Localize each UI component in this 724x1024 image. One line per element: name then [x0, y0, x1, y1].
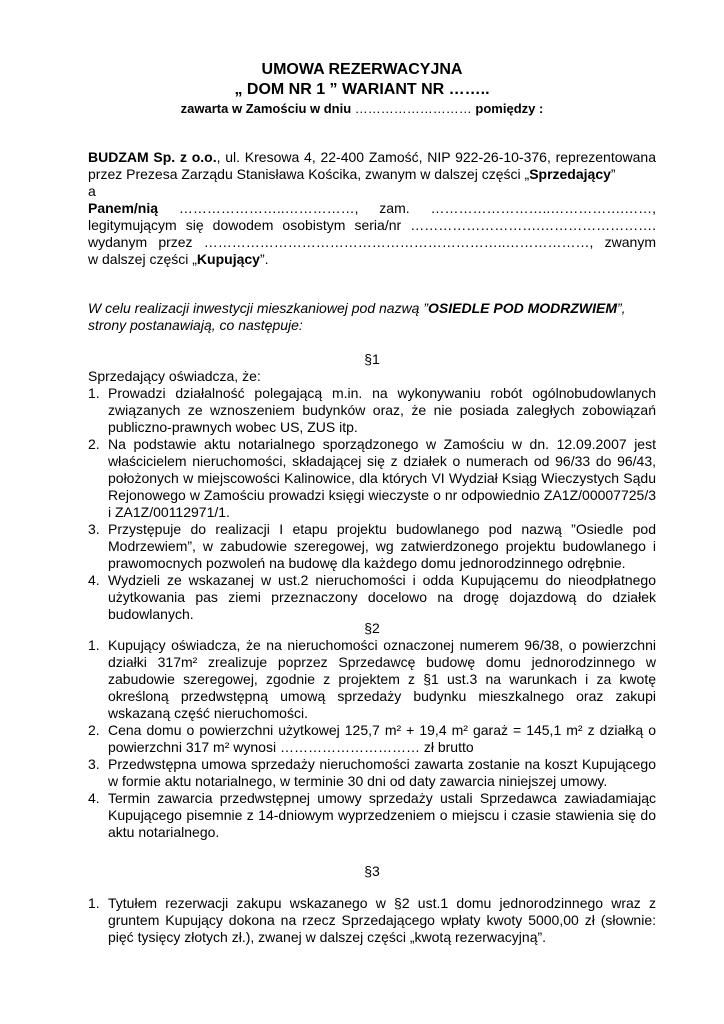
concluded-line	[0, 101, 724, 117]
list-item	[88, 637, 656, 722]
issued-suffix: zwanym	[604, 234, 656, 250]
preamble-line-1	[88, 300, 656, 317]
item-text: Cena domu o powierzchni użytkowej 125,7 m² + 19,4 m² garaż = 145,1 m² z działką o powierzchni 317 m² wynosi ………………………… zł brutto	[108, 722, 656, 755]
buyer-line	[88, 200, 656, 217]
issued-line	[88, 234, 656, 251]
section-1-intro: Sprzedający oświadcza, że:	[88, 368, 261, 384]
section-3	[88, 895, 656, 946]
buyer-label: Panem/nią	[88, 200, 159, 216]
section-2-list	[88, 637, 656, 841]
buyer-alias: Kupujący	[196, 251, 260, 267]
item-number: 1.	[88, 385, 100, 401]
investment-name: OSIEDLE POD MODRZWIEM	[428, 300, 618, 316]
id-line	[88, 217, 656, 234]
item-text: Kupujący oświadcza, że na nieruchomości oznaczonej numerem 96/38, o powierzchni działki 317m² zrealizuje poprzez Sprzedawcę budowę domu jednorodzinnego w zabudowie szeregowej, zgodnie z projektem z §1 ust.3 na warunkach i za kwotę określoną przedwstępną umową sprzedaży budynku mieszkalnego oraz zakupi wskazaną część nieruchomości.	[108, 637, 656, 721]
section-3-title: §3	[364, 863, 380, 879]
concluded-suffix: pomiędzy :	[475, 101, 544, 116]
issued-blank: ………………………………………………………..………………,	[203, 234, 594, 250]
item-text: Prowadzi działalność polegającą m.in. na wykonywaniu robót ogólnobudowlanych związanych ze wznoszeniem budynków oraz, że nie posiada zaległych zobowiązań publiczno-prawnych wobec US, ZUS itp.	[108, 385, 656, 435]
seller-paragraph	[88, 149, 656, 183]
item-number: 4.	[88, 572, 100, 588]
buyer-name-blank: …………………..……………,	[178, 200, 359, 216]
item-text: Na podstawie aktu notarialnego sporządzonego w Zamościu w dn. 12.09.2007 jest właścicielem nieruchomości, składającej się z działek o numerach od 96/33 do 96/43, położonych w miejscowości Kalinowice, dla których VI Wydział Ksiąg Wieczystych Sądu Rejonowego w Zamościu prowadzi księgi wieczyste o nr odpowiednio ZA1Z/00007725/3 i ZA1Z/00112971/1.	[108, 436, 656, 520]
id-blank: ……………………….…………………….	[410, 217, 656, 233]
section-1-title: §1	[364, 351, 380, 367]
document-subtitle: „ DOM NR 1 ” WARIANT NR ……..	[234, 81, 490, 98]
item-number: 2.	[88, 722, 100, 738]
document-title: UMOWA REZERWACYJNA	[261, 61, 463, 78]
buyer-alias-close: ”.	[259, 251, 269, 267]
id-text: legitymującym się dowodem osobistym seria/nr	[88, 217, 402, 233]
item-text: Tytułem rezerwacji zakupu wskazanego w §2 ust.1 domu jednorodzinnego wraz z gruntem Kupujący dokona na rzecz Sprzedającego wpłaty kwoty 5000,00 zł (słownie: pięć tysięcy złotych zł.), zwanej w dalszej części „kwotą rezerwacyjną”.	[108, 895, 656, 945]
and-text: a	[88, 183, 96, 199]
buyer-address-label: zam.	[379, 200, 410, 216]
item-number: 1.	[88, 637, 100, 653]
list-item	[88, 385, 656, 436]
buyer-alias-prefix: w dalszej części „	[88, 251, 197, 267]
section-3-list	[88, 895, 656, 946]
parties-block	[88, 149, 656, 268]
item-text: Przedwstępna umowa sprzedaży nieruchomości zawarta zostanie na koszt Kupującego w formie aktu notarialnego, w terminie 30 dni od daty zawarcia niniejszej umowy.	[108, 756, 656, 789]
item-text: Wydzieli ze wskazanej w ust.2 nieruchomości i odda Kupującemu do nieodpłatnego użytkowania pas ziemi przeznaczony docelowo na drogę dojazdową do działek budowlanych.	[108, 572, 656, 622]
list-item	[88, 722, 656, 756]
preamble	[88, 300, 656, 334]
list-item	[88, 790, 656, 841]
list-item	[88, 521, 656, 572]
buyer-address-blank: ……………………..…………….……,	[430, 200, 656, 216]
buyer-alias-line	[88, 251, 656, 268]
list-item	[88, 895, 656, 946]
issued-label: wydanym przez	[88, 234, 193, 250]
section-2	[88, 637, 656, 841]
seller-alias: Sprzedający	[529, 166, 611, 182]
item-text: Termin zawarcia przedwstępnej umowy sprzedaży ustali Sprzedawca zawiadamiając Kupującego pisemnie z 14-dniowym wyprzedzeniem o miejscu i czasie stawienia się do aktu notarialnego.	[108, 790, 656, 840]
item-number: 2.	[88, 436, 100, 452]
item-number: 4.	[88, 790, 100, 806]
section-1-list	[88, 385, 656, 623]
concluded-prefix: zawarta w Zamościu w dniu	[180, 101, 352, 116]
section-2-title: §2	[364, 620, 380, 636]
concluded-date-blank: ………………………	[354, 101, 472, 116]
seller-details: , ul. Kresowa 4, 22-400 Zamość, NIP 922-26-10-376, reprezentowana przez Prezesa Zarządu Stanisława Kościka, zwanym w dalszej części	[88, 149, 656, 182]
section-1	[88, 368, 656, 623]
item-number: 3.	[88, 521, 100, 537]
list-item	[88, 756, 656, 790]
seller-alias-open: „	[524, 166, 530, 182]
preamble-prefix: W celu realizacji inwestycji mieszkaniowej pod nazwą ”	[88, 300, 429, 316]
item-text: Przystępuje do realizacji I etapu projektu budowlanego pod nazwą ”Osiedle pod Modrzewiem”, w zabudowie szeregowej, wg zatwierdzonego projektu budowlanego i prawomocnych pozwoleń na budowę dla każdego domu jednorodzinnego odrębnie.	[108, 521, 656, 571]
preamble-suffix: ”,	[617, 300, 626, 316]
item-number: 3.	[88, 756, 100, 772]
list-item	[88, 572, 656, 623]
seller-name: BUDZAM Sp. z o.o.	[88, 149, 217, 165]
item-number: 1.	[88, 895, 100, 911]
seller-alias-close: ”	[610, 166, 616, 182]
list-item	[88, 436, 656, 521]
preamble-line-2: strony postanawiają, co następuje:	[88, 317, 303, 333]
